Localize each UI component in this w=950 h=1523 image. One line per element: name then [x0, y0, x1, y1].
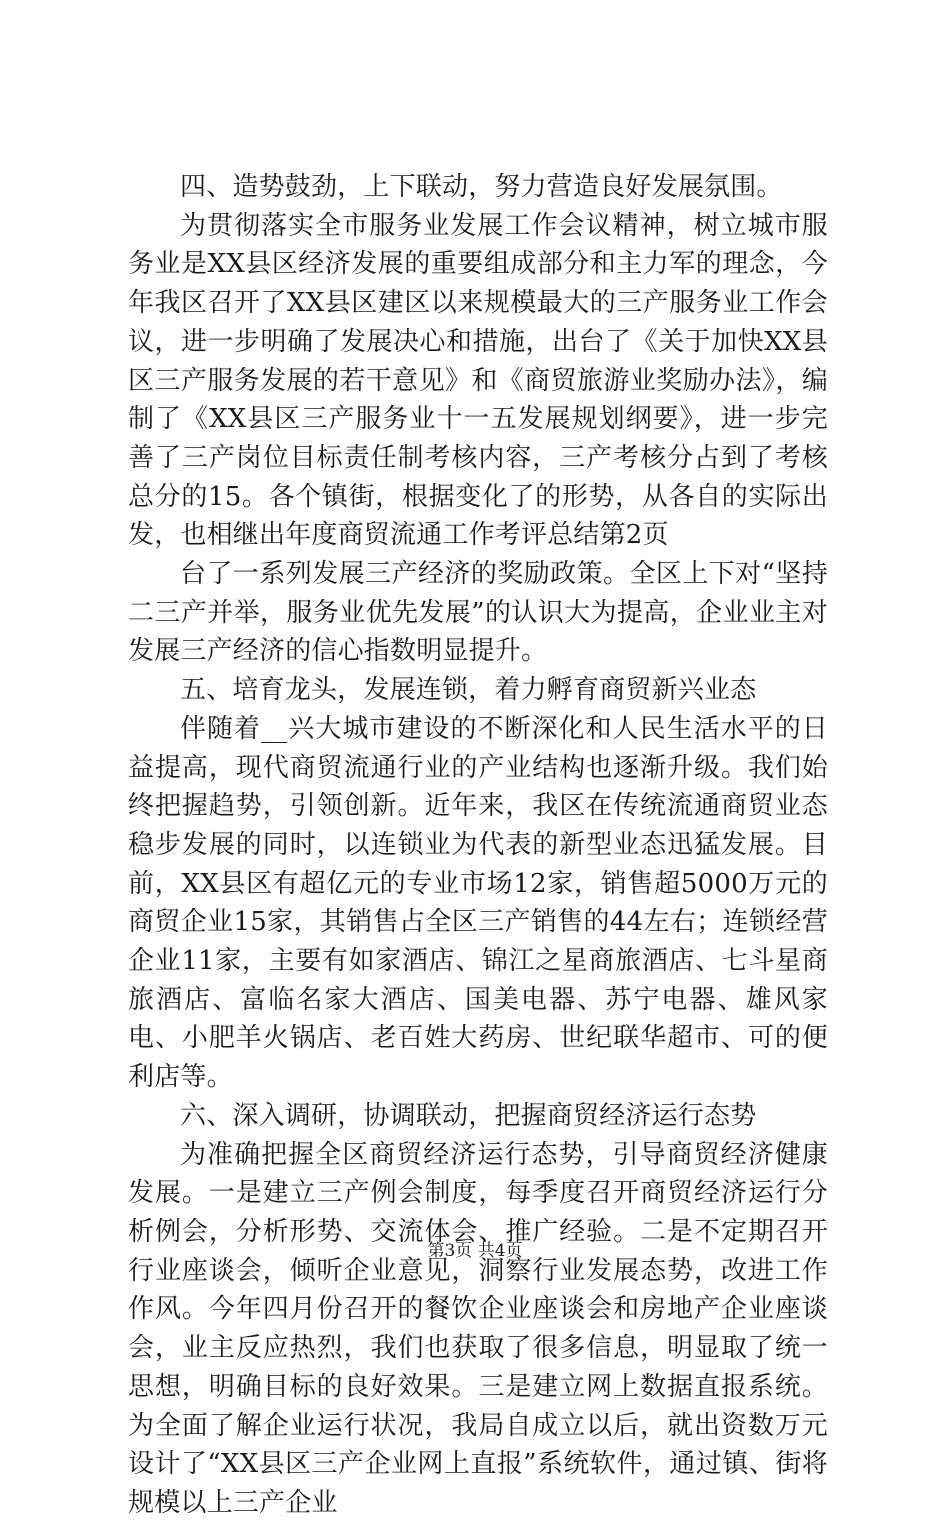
paragraph: 为贯彻落实全市服务业发展工作会议精神，树立城市服务业是XX县区经济发展的重要组成部分和主力军的理念，今年我区召开了XX县区建区以来规模最大的三产服务业工作会议，进一步明确了发展决心和措施，出台了《关于加快XX县区三产服务发展的若干意见》和《商贸旅游业奖励办法》，编制了《XX县区三产服务业十一五发展规划纲要》，进一步完善了三产岗位目标责任制考核内容，三产考核分占到了考核总分的15。各个镇街，根据变化了的形势，从各自的实际出发，也相继出年度商贸流通工作考评总结第2页 — [128, 210, 828, 551]
page-number-footer: 第3页 共4页 — [427, 1241, 523, 1261]
section-heading-4: 四、造势鼓劲，上下联动，努力营造良好发展氛围。 — [180, 172, 783, 202]
paragraph: 为准确把握全区商贸经济运行态势，引导商贸经济健康发展。一是建立三产例会制度，每季度召开商贸经济运行分析例会，分析形势、交流体会、推广经验。二是不定期召开行业座谈会，倾听企业意见，洞察行业发展态势，改进工作作风。今年四月份召开的餐饮企业座谈会和房地产企业座谈会，业主反应热烈，我们也获取了很多信息，明显取了统一思想，明确目标的良好效果。三是建立网上数据直报系统。为全面了解企业运行状况，我局自成立以后，就出资数万元设计了“XX县区三产企业网上直报”系统软件，通过镇、街将规模以上三产企业 — [128, 1139, 828, 1518]
paragraph: 台了一系列发展三产经济的奖励政策。全区上下对“坚持二三产并举，服务业优先发展”的认识大为提高，企业业主对发展三产经济的信心指数明显提升。 — [128, 559, 828, 667]
section-heading-6: 六、深入调研，协调联动，把握商贸经济运行态势 — [180, 1100, 757, 1131]
section-heading-5: 五、培育龙头，发展连锁，着力孵育商贸新兴业态 — [180, 675, 757, 706]
document-body — [128, 168, 828, 1523]
paragraph: 伴随着__兴大城市建设的不断深化和人民生活水平的日益提高，现代商贸流通行业的产业结构也逐渐升级。我们始终把握趋势，引领创新。近年来，我区在传统流通商贸业态稳步发展的同时，以连锁业为代表的新型业态迅猛发展。目前，XX县区有超亿元的专业市场12家，销售超5000万元的商贸企业15家，其销售占全区三产销售的44左右；连锁经营企业11家，主要有如家酒店、锦江之星商旅酒店、七斗星商旅酒店、富临名家大酒店、国美电器、苏宁电器、雄风家电、小肥羊火锅店、老百姓大药房、世纪联华超市、可的便利店等。 — [128, 713, 828, 1093]
